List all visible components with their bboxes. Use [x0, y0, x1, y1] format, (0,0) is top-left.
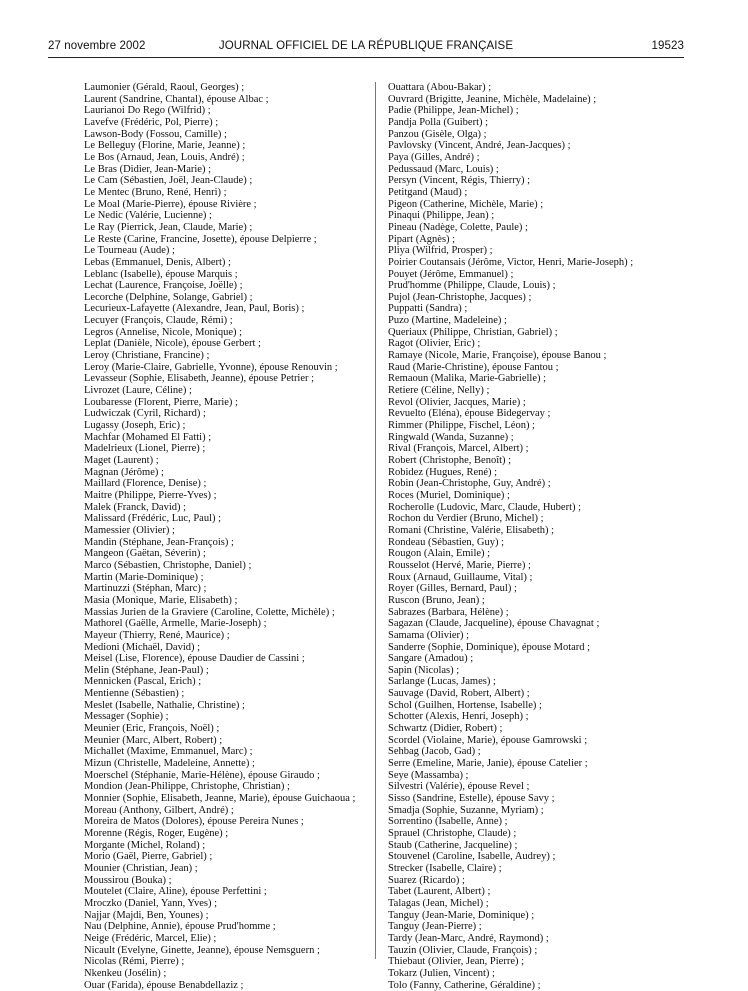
- list-item: Pujol (Jean-Christophe, Jacques) ;: [388, 291, 532, 303]
- list-item: Pinaqui (Philippe, Jean) ;: [388, 210, 495, 222]
- list-item: Pavlovsky (Vincent, André, Jean-Jacques) ;: [388, 140, 571, 152]
- header-rule: [48, 57, 684, 58]
- list-item: Sauvage (David, Robert, Albert) ;: [388, 688, 530, 700]
- list-item: Smadja (Sophie, Suzanne, Myriam) ;: [388, 804, 544, 816]
- list-item: Messager (Sophie) ;: [84, 711, 169, 723]
- list-item: Mizun (Christelle, Madeleine, Annette) ;: [84, 758, 255, 770]
- list-item: Nicault (Evelyne, Ginette, Jeanne), épouse Nemsguern ;: [84, 944, 320, 956]
- list-item: Tauzin (Olivier, Claude, François) ;: [388, 944, 538, 956]
- list-item: Meunier (Eric, François, Noël) ;: [84, 723, 220, 735]
- list-item: Laumonier (Gérald, Raoul, Georges) ;: [84, 82, 245, 93]
- list-item: Lugassy (Joseph, Eric) ;: [84, 420, 186, 432]
- list-item: Lawson-Body (Fossou, Camille) ;: [84, 128, 227, 140]
- journal-title: JOURNAL OFFICIEL DE LA RÉPUBLIQUE FRANÇAISE: [218, 40, 514, 52]
- list-item: Mroczko (Daniel, Yann, Yves) ;: [84, 897, 217, 909]
- list-item: Pedussaud (Marc, Louis) ;: [388, 163, 499, 175]
- list-item: Rousselot (Hervé, Marie, Pierre) ;: [388, 559, 531, 571]
- list-item: Mondion (Jean-Philippe, Christophe, Christian) ;: [84, 781, 290, 793]
- list-item: Romani (Christine, Valérie, Elisabeth) ;: [388, 524, 555, 536]
- list-item: Meisel (Lise, Florence), épouse Daudier de Cassini ;: [84, 653, 305, 665]
- list-item: Monnier (Sophie, Elisabeth, Jeanne, Marie), épouse Guichaoua ;: [84, 793, 356, 805]
- list-item: Pandja Polla (Guibert) ;: [388, 116, 489, 128]
- list-item: Le Mentec (Bruno, René, Henri) ;: [84, 186, 227, 198]
- list-item: Tolo (Fanny, Catherine, Géraldine) ;: [388, 979, 541, 991]
- list-item: Laurent (Sandrine, Chantal), épouse Albac ;: [84, 93, 269, 105]
- list-item: Morgante (Michel, Roland) ;: [84, 839, 206, 851]
- page-number: 19523: [651, 40, 684, 52]
- list-item: Ragot (Olivier, Eric) ;: [388, 338, 481, 350]
- list-item: Martin (Marie-Dominique) ;: [84, 571, 204, 583]
- list-item: Rochon du Verdier (Bruno, Michel) ;: [388, 513, 544, 525]
- list-item: Sprauel (Christophe, Claude) ;: [388, 828, 517, 839]
- page-header: [48, 40, 684, 58]
- list-item: Michallet (Maxime, Emmanuel, Marc) ;: [84, 746, 253, 758]
- list-item: Thiebaut (Olivier, Jean, Pierre) ;: [388, 956, 525, 968]
- list-item: Puppatti (Sandra) ;: [388, 303, 468, 315]
- list-item: Padie (Philippe, Jean-Michel) ;: [388, 105, 519, 117]
- list-item: Sagazan (Claude, Jacqueline), épouse Chavagnat ;: [388, 618, 600, 630]
- list-item: Le Ray (Pierrick, Jean, Claude, Marie) ;: [84, 221, 253, 233]
- list-item: Sarlange (Lucas, James) ;: [388, 676, 496, 688]
- list-item: Maitre (Philippe, Pierre-Yves) ;: [84, 489, 217, 501]
- list-item: Neige (Frédéric, Marcel, Elie) ;: [84, 932, 217, 944]
- list-item: Loubaresse (Florent, Pierre, Marie) ;: [84, 396, 238, 408]
- list-item: Laurianoi Do Rego (Wilfrid) ;: [84, 105, 211, 117]
- list-item: Maget (Laurent) ;: [84, 455, 159, 466]
- list-item: Le Belleguy (Florine, Marie, Jeanne) ;: [84, 140, 246, 152]
- list-item: Machfar (Mohamed El Fatti) ;: [84, 431, 212, 443]
- list-item: Najjar (Majdi, Ben, Younes) ;: [84, 909, 209, 921]
- list-item: Retiere (Céline, Nelly) ;: [388, 385, 490, 397]
- list-item: Moutelet (Claire, Aline), épouse Perfettini ;: [84, 886, 267, 898]
- list-item: Meunier (Marc, Albert, Robert) ;: [84, 734, 223, 746]
- list-item: Ludwiczak (Cyril, Richard) ;: [84, 408, 206, 420]
- list-item: Lecurieux-Lafayette (Alexandre, Jean, Paul, Boris) ;: [84, 303, 305, 315]
- list-item: Royer (Gilles, Bernard, Paul) ;: [388, 583, 517, 595]
- list-item: Schotter (Alexis, Henri, Joseph) ;: [388, 711, 529, 723]
- list-item: Marco (Sébastien, Christophe, Daniel) ;: [84, 559, 252, 571]
- header-date: 27 novembre 2002: [48, 40, 146, 52]
- list-item: Ramaye (Nicole, Marie, Françoise), épouse Banou ;: [388, 350, 607, 362]
- list-item: Madelrieux (Lionel, Pierre) ;: [84, 443, 206, 455]
- list-item: Talagas (Jean, Michel) ;: [388, 897, 489, 909]
- list-item: Persyn (Vincent, Régis, Thierry) ;: [388, 175, 531, 187]
- list-item: Prud'homme (Philippe, Claude, Louis) ;: [388, 280, 556, 292]
- list-item: Masia (Monique, Marie, Elisabeth) ;: [84, 594, 238, 606]
- list-item: Le Bos (Arnaud, Jean, Louis, André) ;: [84, 151, 245, 163]
- list-item: Mamessier (Olivier) ;: [84, 524, 175, 536]
- list-item: Petitgand (Maud) ;: [388, 186, 468, 198]
- list-item: Pouyet (Jérôme, Emmanuel) ;: [388, 268, 514, 280]
- list-item: Robidez (Hugues, René) ;: [388, 466, 498, 478]
- list-item: Revuelto (Eléna), épouse Bidegervay ;: [388, 408, 551, 420]
- list-item: Schwartz (Didier, Robert) ;: [388, 723, 503, 735]
- right-column-list: [388, 82, 688, 991]
- list-item: Magnan (Jérôme) ;: [84, 466, 164, 478]
- list-item: Panzou (Gisèle, Olga) ;: [388, 128, 487, 140]
- list-item: Sehbag (Jacob, Gad) ;: [388, 746, 481, 758]
- list-item: Sisso (Sandrine, Estelle), épouse Savy ;: [388, 793, 555, 805]
- list-item: Lechat (Laurence, Françoise, Joëlle) ;: [84, 280, 243, 292]
- list-item: Rival (François, Marcel, Albert) ;: [388, 443, 529, 455]
- list-item: Mathorel (Gaëlle, Armelle, Marie-Joseph) ;: [84, 618, 267, 630]
- list-item: Sabrazes (Barbara, Hélène) ;: [388, 606, 509, 618]
- list-item: Poirier Coutansais (Jérôme, Victor, Henri, Marie-Joseph) ;: [388, 256, 634, 268]
- list-item: Revol (Olivier, Jacques, Marie) ;: [388, 396, 526, 408]
- list-item: Roces (Muriel, Dominique) ;: [388, 489, 510, 501]
- list-item: Tanguy (Jean-Marie, Dominique) ;: [388, 909, 535, 921]
- list-item: Lebas (Emmanuel, Denis, Albert) ;: [84, 256, 231, 268]
- list-item: Roux (Arnaud, Guillaume, Vital) ;: [388, 571, 533, 583]
- left-column-list: [84, 82, 384, 991]
- list-item: Rocherolle (Ludovic, Marc, Claude, Hubert) ;: [388, 501, 582, 513]
- list-item: Puzo (Martine, Madeleine) ;: [388, 315, 507, 327]
- list-item: Leroy (Christiane, Francine) ;: [84, 350, 210, 362]
- list-item: Moreau (Anthony, Gilbert, André) ;: [84, 804, 234, 816]
- list-item: Suarez (Ricardo) ;: [388, 874, 465, 886]
- list-item: Sanderre (Sophie, Dominique), épouse Motard ;: [388, 641, 591, 653]
- list-item: Martinuzzi (Stéphan, Marc) ;: [84, 583, 207, 595]
- list-item: Leblanc (Isabelle), épouse Marquis ;: [84, 268, 238, 280]
- list-item: Ouar (Farida), épouse Benabdellaziz ;: [84, 979, 244, 991]
- list-item: Le Reste (Carine, Francine, Josette), épouse Delpierre ;: [84, 233, 317, 245]
- list-item: Mandin (Stéphane, Jean-François) ;: [84, 536, 234, 548]
- list-item: Scordel (Violaine, Marie), épouse Gamrowski ;: [388, 734, 588, 746]
- list-item: Lavefve (Frédéric, Pol, Pierre) ;: [84, 116, 219, 128]
- list-item: Tanguy (Jean-Pierre) ;: [388, 921, 482, 933]
- list-item: Le Nedic (Valérie, Lucienne) ;: [84, 210, 212, 222]
- list-item: Remaoun (Malika, Marie-Gabrielle) ;: [388, 373, 547, 385]
- list-item: Tardy (Jean-Marc, André, Raymond) ;: [388, 932, 549, 944]
- list-item: Queriaux (Philippe, Christian, Gabriel) ;: [388, 326, 558, 338]
- list-item: Stouvenel (Caroline, Isabelle, Audrey) ;: [388, 851, 556, 863]
- list-item: Nau (Delphine, Annie), épouse Prud'homme ;: [84, 921, 276, 933]
- list-item: Moreira de Matos (Dolores), épouse Pereira Nunes ;: [84, 816, 304, 828]
- list-item: Rougon (Alain, Emile) ;: [388, 548, 491, 560]
- list-item: Leplat (Danièle, Nicole), épouse Gerbert ;: [84, 338, 261, 350]
- list-item: Mounier (Christian, Jean) ;: [84, 862, 198, 874]
- list-item: Ouattara (Abou-Bakar) ;: [388, 82, 492, 93]
- list-item: Silvestri (Valérie), épouse Revel ;: [388, 781, 530, 793]
- list-item: Serre (Emeline, Marie, Janie), épouse Catelier ;: [388, 758, 588, 770]
- list-item: Samama (Olivier) ;: [388, 629, 470, 641]
- list-item: Morenne (Régis, Roger, Eugène) ;: [84, 828, 229, 839]
- column-divider: [375, 82, 376, 959]
- list-item: Medioni (Michaël, David) ;: [84, 641, 201, 653]
- list-item: Leroy (Marie-Claire, Gabrielle, Yvonne), épouse Renouvin ;: [84, 361, 338, 373]
- list-item: Pigeon (Catherine, Michèle, Marie) ;: [388, 198, 544, 210]
- list-item: Malissard (Frédéric, Luc, Paul) ;: [84, 513, 222, 525]
- list-item: Staub (Catherine, Jacqueline) ;: [388, 839, 518, 851]
- list-item: Le Cam (Sébastien, Joël, Jean-Claude) ;: [84, 175, 253, 187]
- list-item: Le Moal (Marie-Pierre), épouse Rivière ;: [84, 198, 257, 210]
- list-item: Lecuyer (François, Claude, Rémi) ;: [84, 315, 233, 327]
- list-item: Levasseur (Sophie, Elisabeth, Jeanne), épouse Petrier ;: [84, 373, 315, 385]
- list-item: Morio (Gaël, Pierre, Gabriel) ;: [84, 851, 213, 863]
- list-item: Seye (Massamba) ;: [388, 769, 469, 781]
- list-item: Mangeon (Gaëtan, Séverin) ;: [84, 548, 206, 560]
- list-item: Raud (Marie-Christine), épouse Fantou ;: [388, 361, 559, 373]
- list-item: Livrozet (Laure, Céline) ;: [84, 385, 192, 397]
- list-item: Robin (Jean-Christophe, Guy, André) ;: [388, 478, 551, 490]
- list-item: Mentienne (Sébastien) ;: [84, 688, 185, 700]
- list-item: Maillard (Florence, Denise) ;: [84, 478, 207, 490]
- list-item: Paya (Gilles, André) ;: [388, 151, 480, 163]
- list-item: Melin (Stéphane, Jean-Paul) ;: [84, 664, 209, 676]
- list-item: Legros (Annelise, Nicole, Monique) ;: [84, 326, 243, 338]
- list-item: Pliya (Wilfrid, Prosper) ;: [388, 245, 493, 257]
- list-item: Sorrentino (Isabelle, Anne) ;: [388, 816, 508, 828]
- list-item: Rondeau (Sébastien, Guy) ;: [388, 536, 505, 548]
- list-item: Tokarz (Julien, Vincent) ;: [388, 967, 495, 979]
- list-item: Massias Jurien de la Graviere (Caroline, Colette, Michèle) ;: [84, 606, 335, 618]
- list-item: Meslet (Isabelle, Nathalie, Christine) ;: [84, 699, 245, 711]
- list-item: Schol (Guilhen, Hortense, Isabelle) ;: [388, 699, 542, 711]
- list-item: Nkenkeu (Josélin) ;: [84, 967, 167, 979]
- list-item: Ringwald (Wanda, Suzanne) ;: [388, 431, 514, 443]
- list-item: Moerschel (Stéphanie, Marie-Hélène), épouse Giraudo ;: [84, 769, 320, 781]
- list-item: Pipart (Agnès) ;: [388, 233, 456, 245]
- list-item: Le Tourneau (Aude) ;: [84, 245, 175, 257]
- list-item: Ouvrard (Brigitte, Jeanine, Michèle, Madelaine) ;: [388, 93, 597, 105]
- list-item: Malek (Franck, David) ;: [84, 501, 187, 513]
- list-item: Moussirou (Bouka) ;: [84, 874, 172, 886]
- list-item: Sapin (Nicolas) ;: [388, 664, 460, 676]
- list-item: Robert (Christophe, Benoît) ;: [388, 455, 512, 466]
- list-item: Mayeur (Thierry, René, Maurice) ;: [84, 629, 230, 641]
- list-item: Mennicken (Pascal, Erich) ;: [84, 676, 202, 688]
- list-item: Sangare (Amadou) ;: [388, 653, 474, 665]
- list-item: Nicolas (Rémi, Pierre) ;: [84, 956, 185, 968]
- list-item: Ruscon (Bruno, Jean) ;: [388, 594, 485, 606]
- list-item: Rimmer (Philippe, Fischel, Léon) ;: [388, 420, 535, 432]
- list-item: Le Bras (Didier, Jean-Marie) ;: [84, 163, 211, 175]
- list-item: Tabet (Laurent, Albert) ;: [388, 886, 491, 898]
- list-item: Pineau (Nadège, Colette, Paule) ;: [388, 221, 528, 233]
- list-item: Lecorche (Delphine, Solange, Gabriel) ;: [84, 291, 253, 303]
- list-item: Strecker (Isabelle, Claire) ;: [388, 862, 502, 874]
